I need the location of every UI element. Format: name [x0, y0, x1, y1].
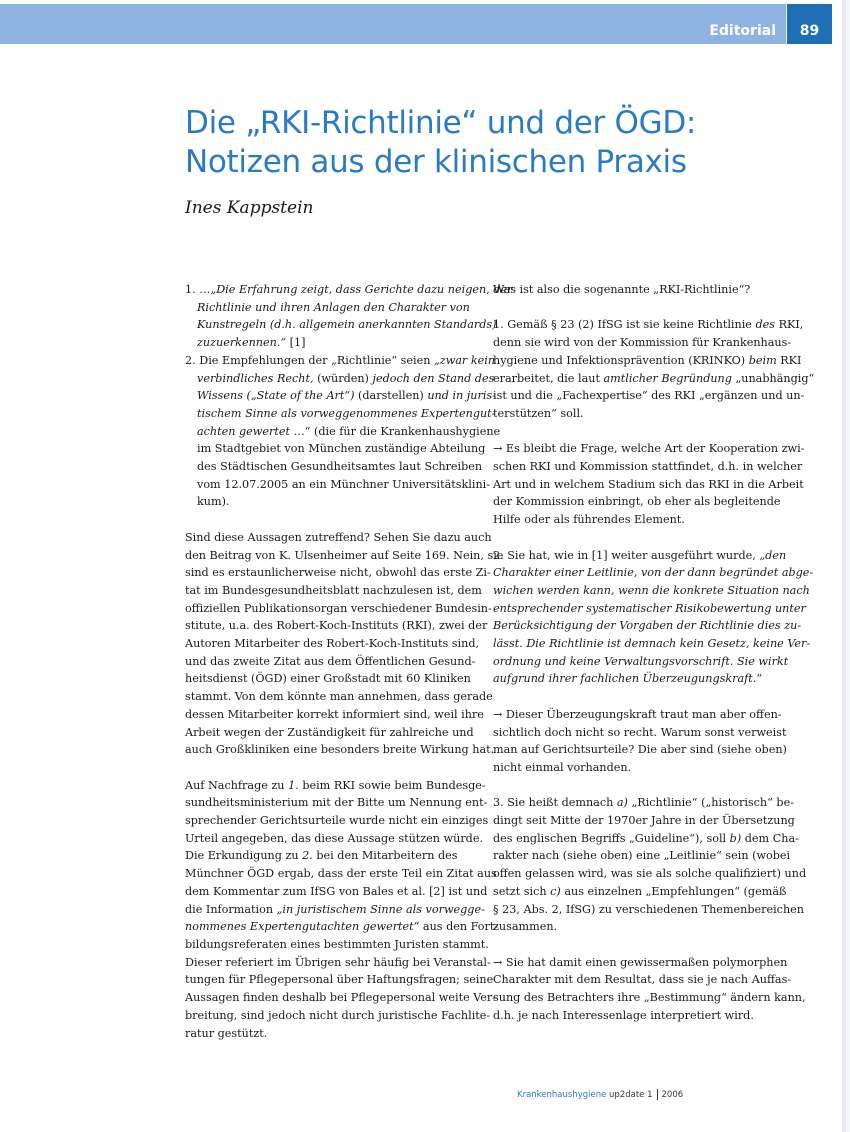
text-line: Richtlinie und ihren Anlagen den Charakter von [197, 300, 470, 314]
text-line: dem Kommentar zum IfSG von Bales et al. [2] ist und [185, 884, 488, 898]
page-number: 89 [787, 4, 832, 44]
text-line: Urteil angegeben, das diese Aussage stützen würde. [185, 831, 484, 845]
journal-name: Krankenhaushygiene [517, 1090, 607, 1100]
arrow-note-3 [493, 954, 806, 1025]
text-line: stitute, u.a. des Robert-Koch-Instituts (RKI), zwei der [185, 619, 488, 633]
text-line: offen gelassen wird, was sie als solche qualifiziert) und [493, 867, 807, 881]
text-line: im Stadtgebiet von München zuständige Abteilung [197, 442, 486, 456]
text-line: Sind diese Aussagen zutreffend? Sehen Sie dazu auch [185, 530, 492, 544]
arrow-note-2 [493, 706, 787, 777]
author-name: Ines Kappstein [185, 198, 314, 218]
text-line: man auf Gerichtsurteile? Die aber sind (siehe oben) [493, 743, 787, 757]
text-line: entsprechender systematischer Risikobewertung unter [493, 601, 806, 615]
text-line: Charakter einer Leitlinie, von der dann begründet abge- [493, 566, 814, 580]
page-edge [842, 0, 846, 1132]
text-line: des Städtischen Gesundheitsamtes laut Schreiben [197, 460, 483, 474]
point-2 [493, 547, 814, 689]
text-line: ist und die „Fachexpertise“ des RKI „ergänzen und un- [493, 389, 805, 403]
text-line: 3. Sie heißt demnach a) „Richtlinie“ („historisch“ be- [493, 796, 794, 810]
title-line: Die „RKI-Richtlinie“ und der ÖGD: [185, 105, 697, 141]
numbered-item-2 [185, 352, 501, 511]
text-line: kum). [197, 495, 230, 509]
text-line: verbindliches Recht, (würden) jedoch den Stand des [197, 371, 495, 385]
right-column [493, 281, 815, 1042]
text-line: Auf Nachfrage zu 1. beim RKI sowie beim Bundesge- [185, 778, 486, 792]
text-line: und das zweite Zitat aus dem Öffentlichen Gesund- [185, 654, 476, 668]
text-line: stammt. Von dem könnte man annehmen, dass gerade [185, 690, 493, 704]
text-line: sind es erstaunlicherweise nicht, obwohl das erste Zi- [185, 566, 491, 580]
issue-label: up2date 1 [609, 1090, 653, 1100]
text-line: rakter nach (siehe oben) eine „Leitlinie“ sein (wobei [493, 849, 791, 863]
text-line: nommenes Expertengutachten gewertet“ aus den Fort- [185, 920, 499, 934]
text-line: breitung, sind jedoch nicht durch juristische Fachlite- [185, 1008, 491, 1022]
text-line: erarbeitet, die laut amtlicher Begründung „unabhängig“ [493, 371, 815, 385]
text-line: lässt. Die Richtlinie ist demnach kein Gesetz, keine Ver- [493, 637, 811, 651]
text-line: Dieser referiert im Übrigen sehr häufig bei Veranstal- [185, 955, 491, 969]
text-line: Art und in welchem Stadium sich das RKI in die Arbeit [493, 477, 804, 491]
text-line: 1. Gemäß § 23 (2) IfSG ist sie keine Richtlinie des RKI, [493, 318, 804, 332]
question [493, 281, 787, 299]
text-line: Aussagen finden deshalb bei Pflegepersonal weite Ver- [185, 991, 497, 1005]
text-line: Kunstregeln (d.h. allgemein anerkannten Standards) [197, 318, 497, 332]
text-line: Charakter mit dem Resultat, dass sie je nach Auffas- [493, 973, 792, 987]
title-line: Notizen aus der klinischen Praxis [185, 144, 687, 180]
text-line: offiziellen Publikationsorgan verschiedener Bundesin- [185, 601, 492, 615]
text-line: Münchner ÖGD ergab, dass der erste Teil ein Zitat aus [185, 867, 497, 881]
text-line: 2. Die Empfehlungen der „Richtlinie“ seien „zwar kein [185, 353, 496, 367]
text-line: aufgrund ihrer fachlichen Überzeugungskraft.“ [493, 672, 763, 686]
text-line: auch Großkliniken eine besonders breite Wirkung hat. [185, 743, 495, 757]
text-line: tungen für Pflegepersonal über Haftungsfragen; seine [185, 973, 494, 987]
point-1 [493, 316, 815, 422]
text-line: bildungsreferaten eines bestimmten Juristen stammt. [185, 937, 489, 951]
text-line: setzt sich c) aus einzelnen „Empfehlungen“ (gemäß [493, 884, 787, 898]
text-line: Autoren Mitarbeiter des Robert-Koch-Instituts sind, [185, 637, 480, 651]
text-line: sprechender Gerichtsurteile wurde nicht ein einziges [185, 814, 489, 828]
section-label: Editorial [709, 23, 776, 39]
text-line: Die Erkundigung zu 2. bei den Mitarbeitern des [185, 849, 458, 863]
text-line: sichtlich doch nicht so recht. Warum sonst verweist [493, 725, 787, 739]
numbered-item-1 [185, 281, 513, 352]
issue-year: 2006 [661, 1090, 684, 1100]
text-line: terstützen“ soll. [493, 406, 584, 420]
text-line: nicht einmal vorhanden. [493, 760, 632, 774]
left-column [185, 281, 513, 1060]
text-line: Wissens („State of the Art“) (darstellen) und in juris- [197, 389, 496, 403]
text-line: der Kommission einbringt, ob eher als begleitende [493, 495, 781, 509]
article-title [185, 104, 785, 182]
paragraph [185, 777, 499, 1043]
text-line: 1. …„Die Erfahrung zeigt, dass Gerichte dazu neigen, der [185, 283, 513, 296]
text-line: zuzuerkennen.“ [1] [197, 336, 306, 350]
text-line: Arbeit wegen der Zuständigkeit für zahlreiche und [185, 725, 474, 739]
text-line: d.h. je nach Interessenlage interpretiert wird. [493, 1008, 754, 1022]
text-line: zusammen. [493, 920, 558, 934]
page-footer [517, 1089, 683, 1100]
text-line: → Dieser Überzeugungskraft traut man aber offen- [493, 707, 782, 721]
text-line: vom 12.07.2005 an ein Münchner Universitätsklini- [197, 477, 491, 491]
text-line: denn sie wird von der Kommission für Krankenhaus- [493, 336, 792, 350]
text-line: dessen Mitarbeiter korrekt informiert sind, weil ihre [185, 707, 484, 721]
text-line: tat im Bundesgesundheitsblatt nachzulesen ist, dem [185, 583, 482, 597]
text-line: des englischen Begriffs „Guideline“), soll b) dem Cha- [493, 831, 799, 845]
text-line: sung des Betrachters ihre „Bestimmung“ ändern kann, [493, 991, 806, 1005]
arrow-note-1 [493, 440, 805, 529]
text-line: → Es bleibt die Frage, welche Art der Kooperation zwi- [493, 442, 805, 456]
text-line: wichen werden kann, wenn die konkrete Situation nach [493, 583, 810, 597]
footer-divider [657, 1089, 658, 1100]
text-line: Berücksichtigung der Vorgaben der Richtlinie dies zu- [493, 619, 802, 633]
text-line: sundheitsministerium mit der Bitte um Nennung ent- [185, 796, 488, 810]
point-3 [493, 794, 807, 936]
text-line: heitsdienst (ÖGD) einer Großstadt mit 60 Kliniken [185, 672, 471, 686]
text-line: die Information „in juristischem Sinne als vorwegge- [185, 902, 485, 916]
text-line: ratur gestützt. [185, 1026, 268, 1040]
text-line: den Beitrag von K. Ulsenheimer auf Seite 169. Nein, sie [185, 548, 504, 562]
paragraph [185, 529, 504, 759]
header-bar [0, 4, 786, 44]
text-line: ordnung und keine Verwaltungsvorschrift. Sie wirkt [493, 654, 789, 668]
text-line: schen RKI und Kommission stattfindet, d.h. in welcher [493, 460, 803, 473]
text-line: Was ist also die sogenannte „RKI-Richtlinie“? [493, 283, 751, 296]
text-line: → Sie hat damit einen gewissermaßen polymorphen [493, 955, 788, 969]
text-line: § 23, Abs. 2, IfSG) zu verschiedenen Themenbereichen [493, 902, 804, 916]
text-line: hygiene und Infektionsprävention (KRINKO) beim RKI [493, 353, 802, 367]
text-line: achten gewertet …“ (die für die Krankenhaushygiene [197, 424, 501, 438]
text-line: Hilfe oder als führendes Element. [493, 513, 685, 527]
text-line: dingt seit Mitte der 1970er Jahre in der Übersetzung [493, 814, 795, 828]
text-line: 2. Sie hat, wie in [1] weiter ausgeführt wurde, „den [493, 548, 787, 562]
text-line: tischem Sinne als vorweggenommenes Expertengut- [197, 406, 496, 420]
